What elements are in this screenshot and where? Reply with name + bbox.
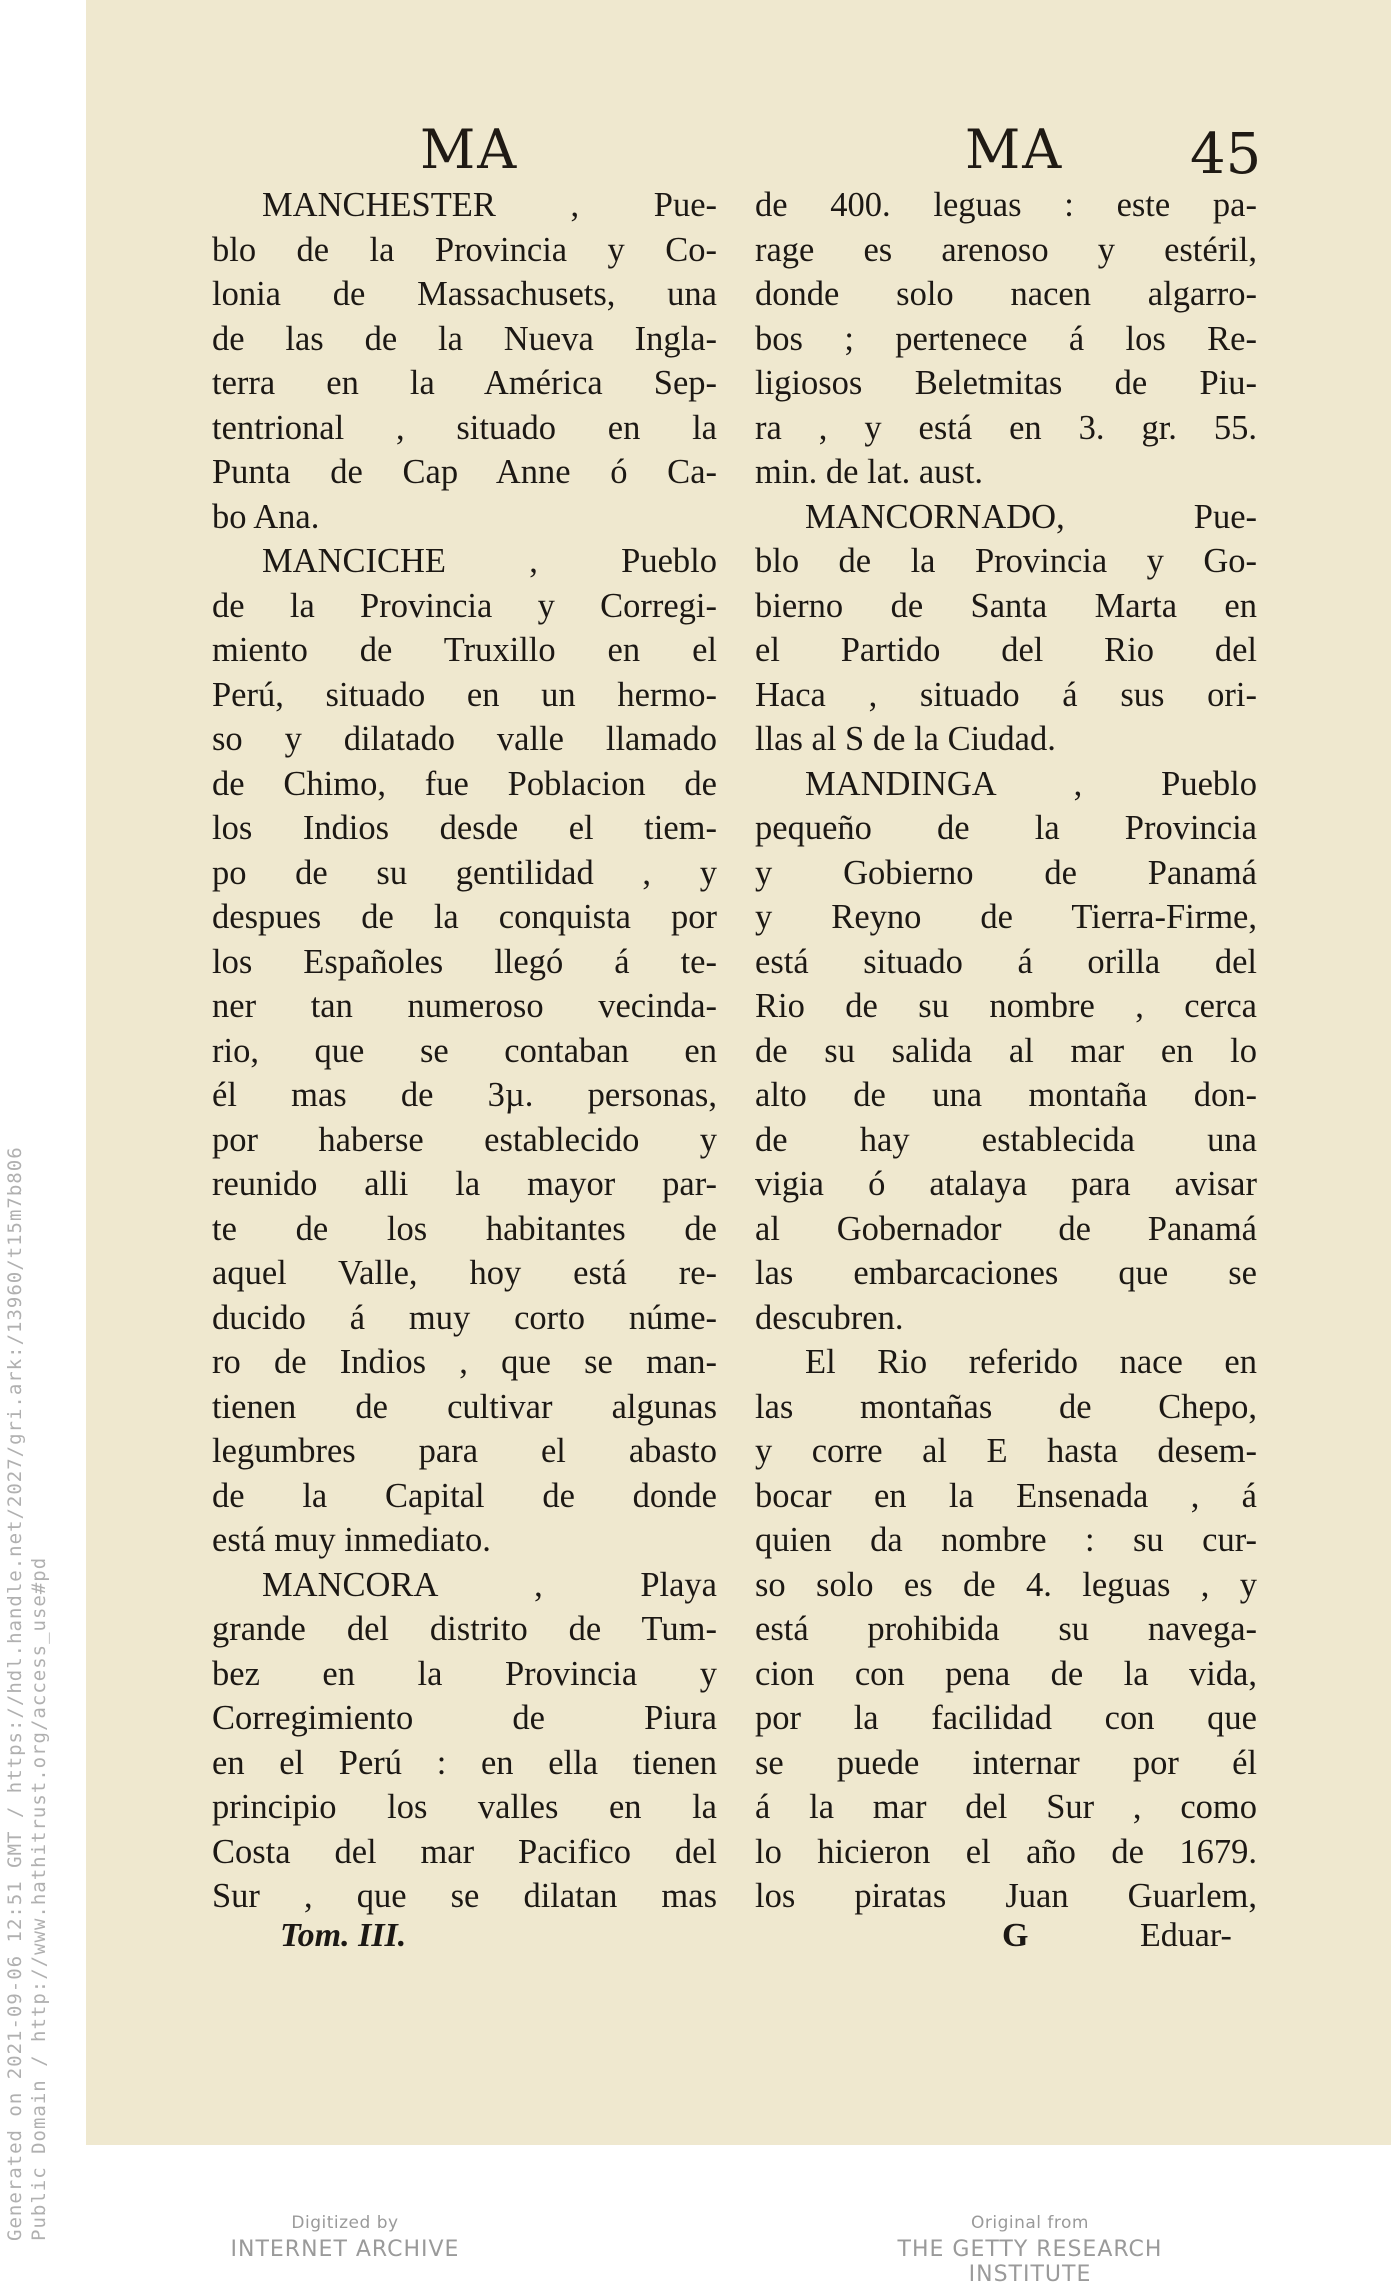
- left-text-column: [212, 183, 717, 1919]
- watermark-generated-line: Generated on 2021-09-06 12:51 GMT / https://hdl.handle.net/2027/gri.ark:/13960/t15m7b806: [4, 1146, 26, 2241]
- text-line: bierno de Santa Marta en: [755, 586, 1257, 625]
- text-line: tienen de cultivar algunas: [212, 1387, 717, 1426]
- text-line: cion con pena de la vida,: [755, 1654, 1257, 1693]
- text-line: ro de Indios , que se man-: [212, 1343, 717, 1381]
- text-line: so y dilatado valle llamado: [212, 720, 717, 758]
- text-line: bocar en la Ensenada , á: [755, 1476, 1257, 1515]
- text-line: á la mar del Sur , como: [755, 1788, 1257, 1826]
- running-header-right: MA: [965, 118, 1064, 181]
- text-line: por la facilidad con que: [755, 1699, 1257, 1737]
- text-line: lonia de Massachusets, una: [212, 275, 717, 313]
- text-line: rio, que se contaban en: [212, 1031, 717, 1070]
- text-line: Perú, situado en un hermo-: [212, 675, 717, 714]
- text-line: quien da nombre : su cur-: [755, 1521, 1257, 1559]
- text-line: ra , y está en 3. gr. 55.: [755, 408, 1257, 447]
- text-line: y Gobierno de Panamá: [755, 853, 1257, 892]
- text-line: min. de lat. aust.: [755, 453, 984, 491]
- text-line: descubren.: [755, 1298, 904, 1337]
- text-line: se puede internar por él: [755, 1743, 1257, 1782]
- text-line: tentrional , situado en la: [212, 408, 717, 447]
- text-line: legumbres para el abasto: [212, 1432, 717, 1470]
- text-line: MANCICHE , Pueblo: [262, 542, 717, 580]
- digitized-by-label: Digitized by: [291, 2213, 399, 2233]
- text-line: de Chimo, fue Poblacion de: [212, 764, 717, 803]
- text-line: Sur , que se dilatan mas: [212, 1877, 717, 1915]
- text-line: MANCHESTER , Pue-: [262, 186, 717, 224]
- text-line: ner tan numeroso vecinda-: [212, 987, 717, 1025]
- text-line: terra en la América Sep-: [212, 364, 717, 402]
- text-line: despues de la conquista por: [212, 898, 717, 936]
- text-line: donde solo nacen algarro-: [755, 275, 1257, 313]
- text-line: MANCORA , Playa: [262, 1565, 717, 1604]
- text-line: Costa del mar Pacifico del: [212, 1832, 717, 1871]
- text-line: MANDINGA , Pueblo: [805, 764, 1257, 803]
- text-line: las montañas de Chepo,: [755, 1387, 1257, 1426]
- running-header-left: MA: [420, 118, 519, 181]
- text-line: los piratas Juan Guarlem,: [755, 1877, 1257, 1915]
- volume-signature: Tom. III.: [280, 1917, 407, 1954]
- right-text-column: [755, 183, 1257, 1919]
- text-line: MANCORNADO, Pue-: [805, 497, 1257, 536]
- text-line: ducido á muy corto núme-: [212, 1298, 717, 1337]
- text-line: principio los valles en la: [212, 1788, 717, 1826]
- text-line: El Rio referido nace en: [805, 1343, 1257, 1381]
- text-line: Haca , situado á sus ori-: [755, 675, 1257, 714]
- text-line: de las de la Nueva Ingla-: [212, 319, 717, 358]
- text-line: vigia ó atalaya para avisar: [755, 1165, 1257, 1203]
- hathitrust-watermark: [0, 0, 60, 2271]
- page-number: 45: [1190, 122, 1262, 187]
- text-line: él mas de 3µ. personas,: [212, 1076, 717, 1114]
- text-line: grande del distrito de Tum-: [212, 1610, 717, 1648]
- catchword: Eduar-: [1140, 1917, 1232, 1954]
- text-line: reunido alli la mayor par-: [212, 1165, 717, 1203]
- text-line: bez en la Provincia y: [212, 1654, 717, 1693]
- text-line: blo de la Provincia y Co-: [212, 230, 717, 269]
- text-line: en el Perú : en ella tienen: [212, 1743, 717, 1782]
- getty-label: THE GETTY RESEARCH INSTITUTE: [897, 2237, 1163, 2287]
- gathering-signature: G: [1002, 1917, 1029, 1954]
- text-line: rage es arenoso y estéril,: [755, 230, 1257, 269]
- text-line: Rio de su nombre , cerca: [755, 987, 1257, 1025]
- text-line: y Reyno de Tierra-Firme,: [755, 898, 1257, 936]
- text-line: pequeño de la Provincia: [755, 809, 1257, 847]
- text-line: está muy inmediato.: [212, 1521, 491, 1559]
- text-line: al Gobernador de Panamá: [755, 1209, 1257, 1248]
- text-line: de 400. leguas : este pa-: [755, 186, 1257, 224]
- text-line: los Indios desde el tiem-: [212, 809, 717, 847]
- text-line: está situado á orilla del: [755, 942, 1257, 981]
- internet-archive-label: INTERNET ARCHIVE: [230, 2237, 460, 2262]
- text-line: de la Capital de donde: [212, 1476, 717, 1515]
- text-line: aquel Valle, hoy está re-: [212, 1254, 717, 1292]
- text-line: de hay establecida una: [755, 1120, 1257, 1159]
- text-line: el Partido del Rio del: [755, 631, 1257, 669]
- text-line: de la Provincia y Corregi-: [212, 586, 717, 625]
- text-line: las embarcaciones que se: [755, 1254, 1257, 1292]
- text-line: blo de la Provincia y Go-: [755, 542, 1257, 580]
- text-line: y corre al E hasta desem-: [755, 1432, 1257, 1470]
- text-line: llas al S de la Ciudad.: [755, 720, 1056, 758]
- text-line: so solo es de 4. leguas , y: [755, 1565, 1257, 1604]
- text-line: los Españoles llegó á te-: [212, 942, 717, 981]
- text-line: bos ; pertenece á los Re-: [755, 319, 1257, 358]
- original-from-label: Original from: [971, 2213, 1089, 2233]
- text-line: Corregimiento de Piura: [212, 1699, 717, 1737]
- text-line: por haberse establecido y: [212, 1120, 717, 1159]
- text-line: está prohibida su navega-: [755, 1610, 1257, 1648]
- watermark-license-line: Public Domain / http://www.hathitrust.org/access_use#pd: [28, 1556, 50, 2241]
- digitized-by-credit: [230, 2213, 460, 2262]
- text-line: de su salida al mar en lo: [755, 1031, 1257, 1070]
- text-line: bo Ana.: [212, 497, 320, 536]
- text-line: po de su gentilidad , y: [212, 853, 717, 892]
- text-line: te de los habitantes de: [212, 1209, 717, 1248]
- text-line: Punta de Cap Anne ó Ca-: [212, 453, 717, 491]
- text-line: miento de Truxillo en el: [212, 631, 717, 669]
- text-line: lo hicieron el año de 1679.: [755, 1832, 1257, 1871]
- original-from-credit: [840, 2213, 1220, 2287]
- text-line: alto de una montaña don-: [755, 1076, 1257, 1114]
- text-line: ligiosos Beletmitas de Piu-: [755, 364, 1257, 402]
